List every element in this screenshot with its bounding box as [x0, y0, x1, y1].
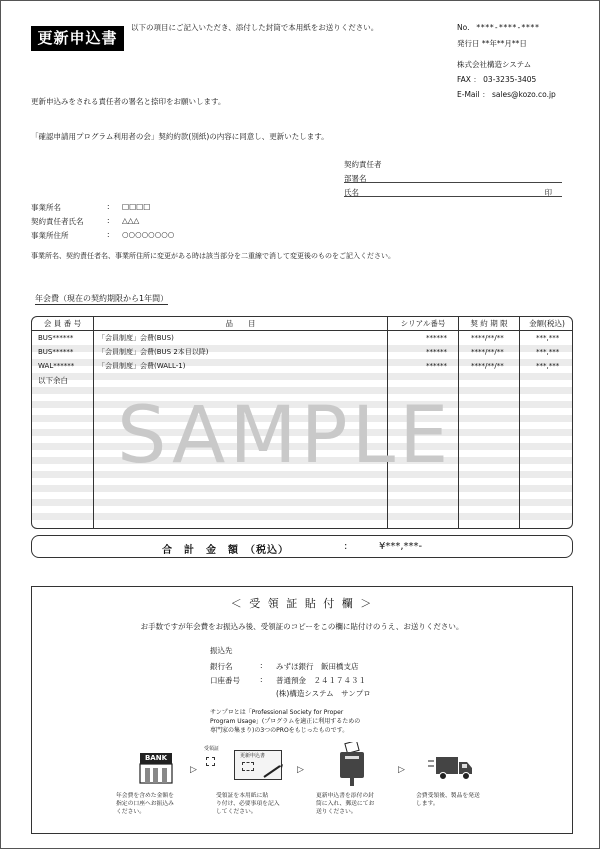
mailbox-icon — [336, 742, 368, 786]
bank-name-value: みずほ銀行 飯田橋支店 — [276, 662, 359, 671]
bank-name-label: 銀行名 — [210, 662, 233, 671]
table-header — [32, 317, 572, 331]
signer-name-label: 氏名 — [344, 188, 359, 197]
receipt-instruction: お手数ですが年会費をお振込み後、受領証のコピーをこの欄に貼付けのうえ、お送りください。 — [140, 622, 464, 631]
step1-caption: 年会費を含めた金額を 指定の口座へお振込み ください。 — [116, 793, 174, 815]
row3-serial: ****** — [426, 362, 447, 370]
office-name-colon: : — [107, 202, 110, 211]
column-header-member-number: 会 員 番 号 — [43, 319, 82, 328]
sanpro-note: サンプロとは「Professional Society for Proper Program Usage」(プログラムを適正に利用するための 専門家の集まり)の3つのPROをもじったものです。 — [210, 709, 361, 734]
paste-receipt-icon: 受領証 更新申込書 — [204, 745, 284, 787]
row1-expiry: ****/**/** — [471, 334, 504, 342]
receipt-paste-area — [31, 586, 573, 834]
document-number-label: No. — [457, 23, 470, 32]
account-holder: (株)構造システム サンプロ — [276, 689, 371, 698]
form-title: 更新申込書 — [31, 26, 124, 51]
row3-expiry: ****/**/** — [471, 362, 504, 370]
remainder-blank-label: 以下余白 — [38, 376, 68, 385]
department-field[interactable] — [344, 173, 562, 183]
step-arrow-2-icon: ▷ — [297, 765, 304, 775]
signature-request-text: 更新申込みをされる責任者の署名と捺印をお願いします。 — [31, 97, 226, 106]
row1-amount: ***,*** — [536, 334, 560, 342]
document-number-value: ****-****-**** — [476, 23, 540, 32]
responsible-person-label: 契約責任者氏名 — [31, 217, 84, 226]
bank-icon — [138, 751, 174, 785]
step2-caption: 受領証を本用紙に貼 り付け、必要事項を記入 してください。 — [216, 793, 280, 815]
issue-date: 発行日 **年**月**日 — [457, 39, 527, 48]
row3-item: 「会員制度」会費(WALL-1) — [98, 362, 186, 370]
row1-item: 「会員制度」会費(BUS) — [98, 334, 174, 342]
step-arrow-3-icon: ▷ — [398, 765, 405, 775]
bank-name-colon: : — [260, 661, 263, 670]
row1-member-number: BUS****** — [38, 334, 74, 342]
column-header-amount: 金額(税込) — [529, 319, 565, 328]
change-note: 事業所名、契約責任者名、事業所住所に変更がある時は該当部分を二重線で消して変更後のものをご記入ください。 — [31, 252, 395, 260]
row2-expiry: ****/**/** — [471, 348, 504, 356]
step3-caption: 更新申込書を添付の封 筒に入れ、郵送にてお 送りください。 — [316, 793, 375, 815]
header-instruction: 以下の項目にご記入いただき、添付した封筒で本用紙をお送りください。 — [131, 23, 379, 32]
row1-serial: ****** — [426, 334, 447, 342]
account-number-colon: : — [260, 675, 263, 684]
agreement-text: 「確認申請用プログラム利用者の会」契約約款(別紙)の内容に同意し、更新いたします。 — [31, 132, 329, 141]
receipt-area-title: ＜ 受 領 証 貼 付 欄 ＞ — [230, 597, 374, 610]
office-name-label: 事業所名 — [31, 203, 61, 212]
sample-watermark: SAMPLE — [117, 391, 453, 481]
office-address-label: 事業所住所 — [31, 231, 69, 240]
fax-number: FAX ： 03-3235-3405 — [457, 75, 537, 84]
column-header-expiry: 契 約 期 限 — [470, 319, 508, 328]
total-amount-box — [31, 535, 573, 558]
row3-member-number: WAL****** — [38, 362, 75, 370]
signer-name-field[interactable] — [344, 187, 562, 197]
office-address-value: ○○○○○○○○ — [122, 230, 175, 239]
responsible-person-colon: : — [107, 216, 110, 225]
row2-serial: ****** — [426, 348, 447, 356]
office-address-colon: : — [107, 230, 110, 239]
total-amount-colon: : — [344, 541, 348, 552]
column-header-item: 品 目 — [225, 319, 256, 328]
row2-member-number: BUS****** — [38, 348, 74, 356]
department-label: 部署名 — [344, 174, 367, 183]
contact-email: E-Mail ： sales@kozo.co.jp — [457, 90, 556, 99]
total-amount-value: ¥***,***- — [379, 541, 423, 552]
annual-fee-heading: 年会費（現在の契約期限から1年間） — [35, 294, 169, 303]
account-number-label: 口座番号 — [210, 676, 240, 685]
column-header-serial: シリアル番号 — [400, 319, 446, 328]
responsible-person-value: △△△ — [122, 216, 140, 225]
signature-heading: 契約責任者 — [344, 160, 382, 169]
office-name-value: □□□□ — [122, 202, 151, 211]
bank-icon-label: BANK — [144, 754, 168, 762]
account-number-value: 普通預金 ２４１７４３１ — [276, 676, 366, 685]
company-name: 株式会社構造システム — [457, 60, 532, 69]
delivery-truck-icon — [428, 753, 474, 781]
row2-item: 「会員制度」会費(BUS 2本目以降) — [98, 348, 209, 356]
row2-amount: ***,*** — [536, 348, 560, 356]
seal-mark-label: 印 — [544, 188, 552, 197]
total-amount-label: 合 計 金 額 （税込） — [162, 545, 289, 556]
step-arrow-1-icon: ▷ — [190, 765, 197, 775]
transfer-heading: 振込先 — [210, 646, 233, 655]
step4-caption: 会費受領後、製品を発送 します。 — [416, 793, 480, 807]
row3-amount: ***,*** — [536, 362, 560, 370]
